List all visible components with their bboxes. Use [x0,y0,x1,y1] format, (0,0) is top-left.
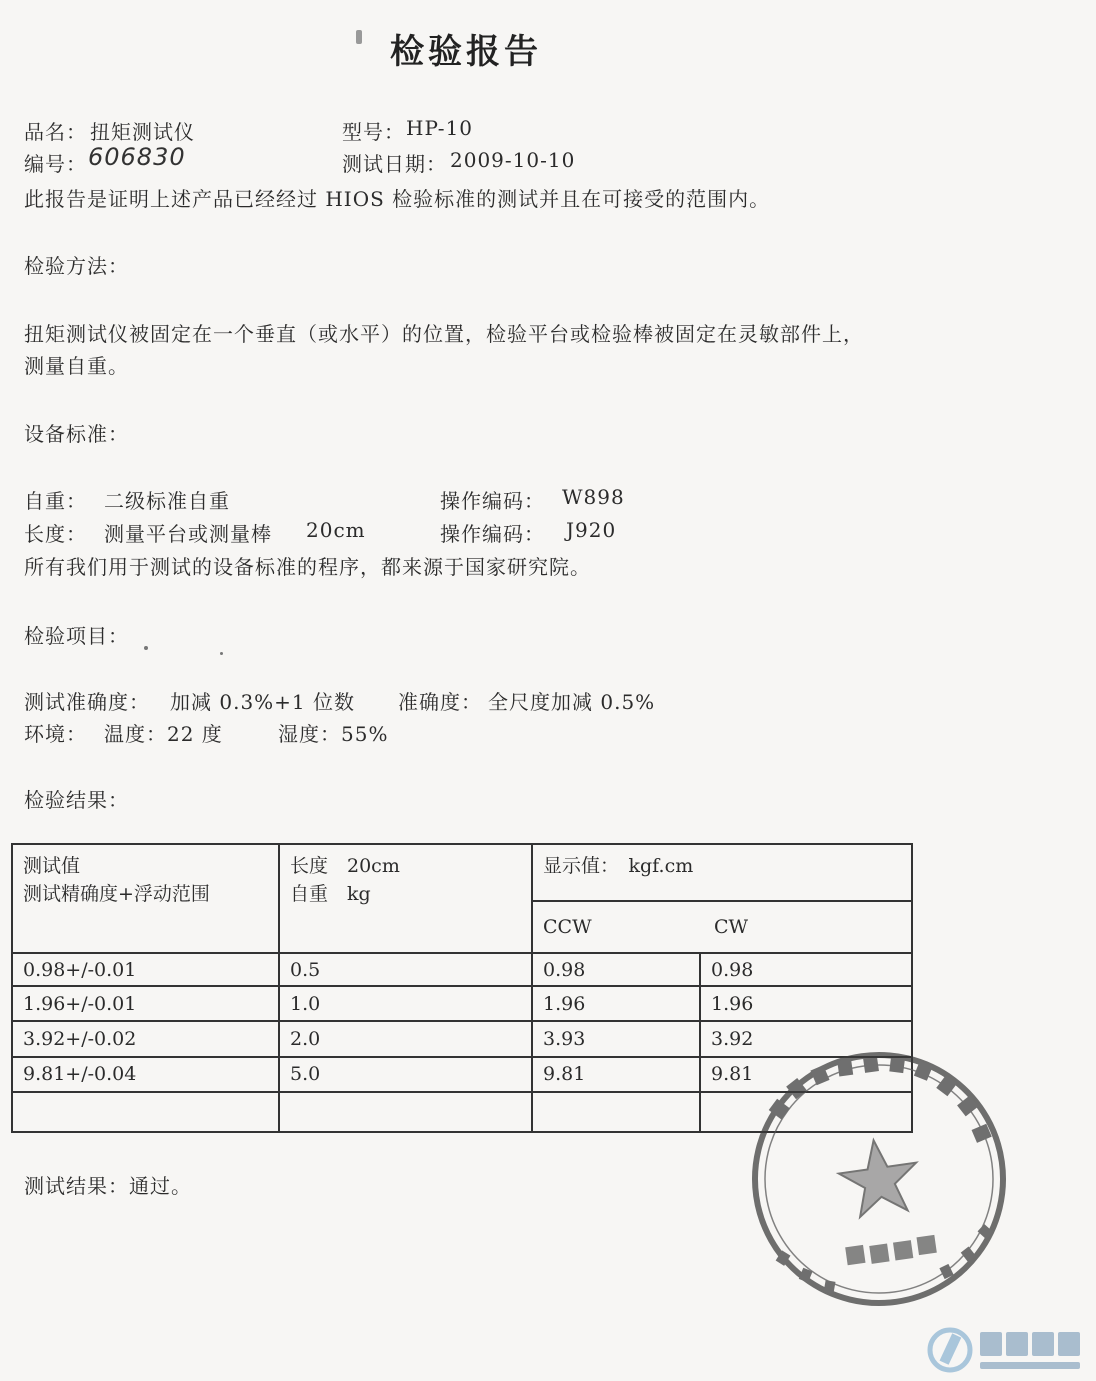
cell-cw: 1.96 [700,986,912,1020]
method-line-1: 扭矩测试仪被固定在一个垂直（或水平）的位置，检验平台或检验棒被固定在灵敏部件上， [24,322,864,346]
company-seal [748,1048,1010,1310]
header-length-weight [279,844,532,953]
cell-cw: 9.81 [700,1057,912,1091]
product-name: 扭矩测试仪 [90,120,195,144]
environment-label: 环境： [24,722,87,746]
cell-ccw: 1.96 [532,986,700,1020]
header-ccw: CCW [532,901,700,954]
cell-range: 0.98+/-0.01 [12,953,279,986]
table-header-row [12,844,912,901]
header-test-value [12,844,279,953]
cell-ccw: 9.81 [532,1057,700,1091]
cell-empty [279,1092,532,1132]
cell-range: 1.96+/-0.01 [12,986,279,1020]
items-heading: 检验项目： [24,624,129,648]
method-heading: 检验方法： [24,254,129,278]
cell-ccw: 3.93 [532,1021,700,1057]
cell-weight: 5.0 [279,1057,532,1091]
page-title: 检验报告 [390,32,542,72]
length-standard: 测量平台或测量棒 [104,522,272,546]
serial-handwritten: 606830 [88,143,186,171]
model-value: HP-10 [406,116,474,140]
seal-star-icon [835,1135,923,1219]
header-cw: CW [700,901,912,954]
cell-weight: 1.0 [279,986,532,1020]
cell-ccw: 0.98 [532,953,700,986]
scan-mark [356,30,362,44]
header-length: 长度 20cm [290,855,400,877]
test-date-label: 测试日期： [342,152,447,176]
cell-empty [532,1092,700,1132]
cell-weight: 2.0 [279,1021,532,1057]
precision-label: 准确度： [398,690,482,714]
cell-cw: 0.98 [700,953,912,986]
cell-range: 9.81+/-0.04 [12,1057,279,1091]
cell-weight: 0.5 [279,953,532,986]
header-weight: 自重 kg [290,883,371,905]
cell-cw: 3.92 [700,1021,912,1057]
header-test-value-line1: 测试值 [23,855,81,877]
compliance-statement: 此报告是证明上述产品已经经过 HIOS 检验标准的测试并且在可接受的范围内。 [24,187,771,211]
weight-standard: 二级标准自重 [104,489,230,513]
length-code: J920 [566,518,617,542]
test-conclusion: 测试结果：通过。 [24,1174,192,1198]
weight-code-label: 操作编码： [440,489,545,513]
site-watermark [924,1322,1094,1378]
temperature: 温度：22 度 [104,722,223,746]
equipment-statement: 所有我们用于测试的设备标准的程序，都来源于国家研究院。 [24,555,591,579]
cell-range: 3.92+/-0.02 [12,1021,279,1057]
length-code-label: 操作编码： [440,522,545,546]
table-row [12,986,912,1020]
precision-value: 全尺度加减 0.5% [488,690,656,714]
length-label: 长度： [24,522,87,546]
method-line-2: 测量自重。 [24,354,129,378]
test-date: 2009-10-10 [450,148,576,172]
table-row [12,953,912,986]
product-name-label: 品名： [24,120,87,144]
equipment-heading: 设备标准： [24,422,129,446]
cell-empty [12,1092,279,1132]
length-size: 20cm [306,518,366,542]
weight-code: W898 [562,485,625,509]
scan-speck [220,652,223,655]
seal-bottom-text-marks [845,1235,937,1267]
accuracy-value: 加减 0.3%+1 位数 [170,690,356,714]
humidity: 湿度：55% [278,722,389,746]
scan-speck [144,646,148,650]
header-test-value-line2: 测试精确度+浮动范围 [23,883,210,905]
results-heading: 检验结果： [24,788,129,812]
accuracy-label: 测试准确度： [24,690,150,714]
header-display-value-label: 显示值： kgf.cm [543,855,694,877]
header-display-value [532,844,912,901]
model-label: 型号： [342,120,405,144]
weight-label: 自重： [24,489,87,513]
serial-label: 编号： [24,152,87,176]
watermark-lettering [980,1332,1080,1369]
